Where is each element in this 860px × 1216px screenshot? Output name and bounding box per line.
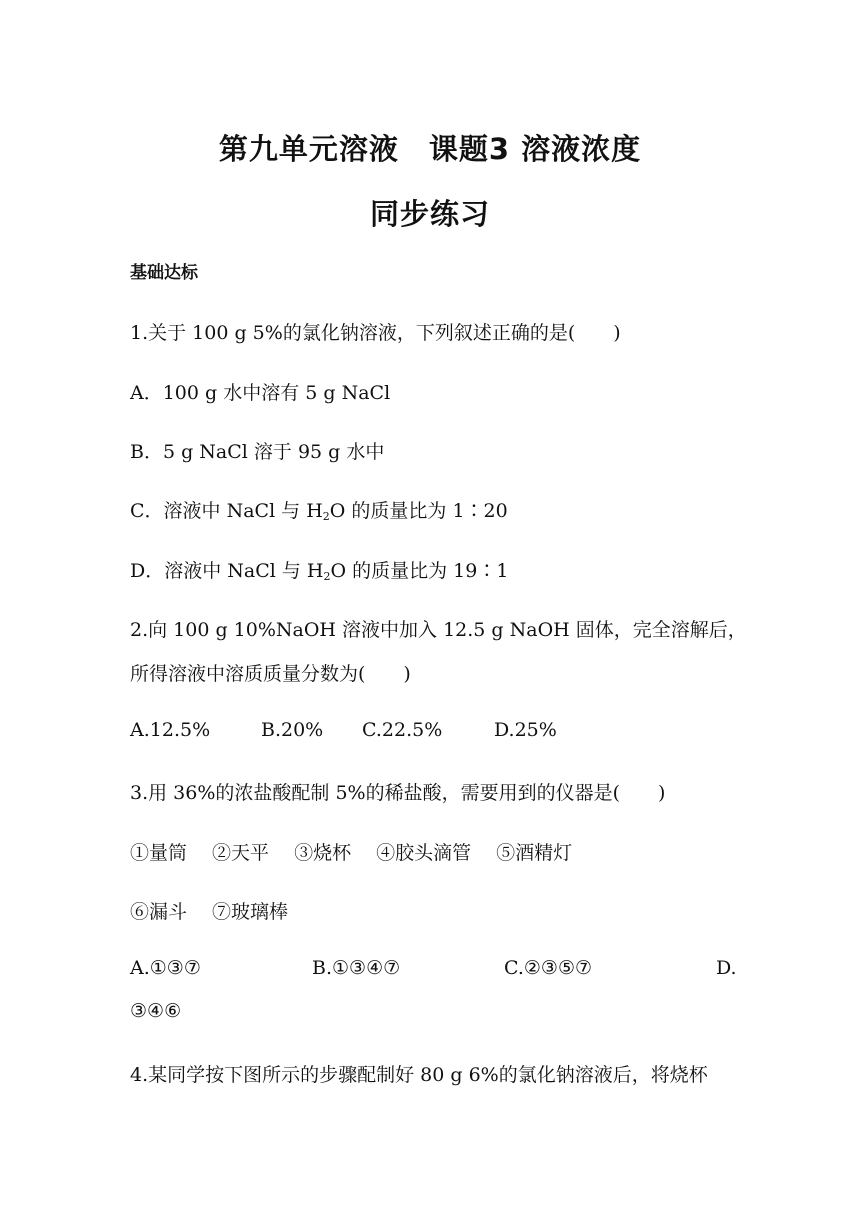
option-c-text-end: O 的质量比为 1∶20	[329, 500, 508, 522]
question-4-stem: 4.某同学按下图所示的步骤配制好 80 g 6%的氯化钠溶液后，将烧杯	[130, 1064, 708, 1086]
option-d-text-end: O 的质量比为 19∶1	[330, 560, 509, 582]
question-3-items-line-2: ⑥漏斗 ⑦玻璃棒	[130, 901, 289, 923]
question-1-stem: 1.关于 100 g 5%的氯化钠溶液，下列叙述正确的是( )	[130, 322, 621, 344]
subscript-2: 2	[322, 510, 330, 523]
question-1-option-b: B．5 g NaCl 溶于 95 g 水中	[130, 441, 385, 463]
question-2-stem-line-2: 所得溶液中溶质质量分数为( )	[130, 663, 411, 685]
question-3-items-line-1: ①量筒 ②天平 ③烧杯 ④胶头滴管 ⑤酒精灯	[130, 842, 573, 864]
subscript-2: 2	[323, 570, 331, 583]
question-1-option-c	[130, 496, 508, 523]
question-1-option-a: A．100 g 水中溶有 5 g NaCl	[130, 382, 391, 404]
question-3-option-d-label: D.	[716, 957, 737, 979]
question-3-stem: 3.用 36%的浓盐酸配制 5%的稀盐酸，需要用到的仪器是( )	[130, 782, 666, 804]
question-2-option-c: C.22.5%	[362, 719, 443, 741]
question-3-option-b: B.①③④⑦	[312, 957, 401, 979]
option-d-text-start: D．溶液中 NaCl 与 H	[130, 560, 324, 582]
question-2-option-d: D.25%	[494, 719, 557, 741]
question-2-stem-line-1: 2.向 100 g 10%NaOH 溶液中加入 12.5 g NaOH 固体，完全溶解后，	[130, 619, 747, 641]
question-2-option-b: B.20%	[261, 719, 324, 741]
question-3-option-d-value: ③④⑥	[130, 1000, 182, 1022]
question-2-option-a: A.12.5%	[130, 719, 211, 741]
document-title: 第九单元溶液 课题3 溶液浓度	[218, 132, 642, 166]
question-1-option-d	[130, 556, 508, 583]
document-subtitle: 同步练习	[369, 197, 490, 231]
option-c-text-start: C．溶液中 NaCl 与 H	[130, 500, 323, 522]
section-heading: 基础达标	[130, 263, 198, 283]
question-3-option-c: C.②③⑤⑦	[504, 957, 593, 979]
question-3-option-a: A.①③⑦	[130, 957, 201, 979]
